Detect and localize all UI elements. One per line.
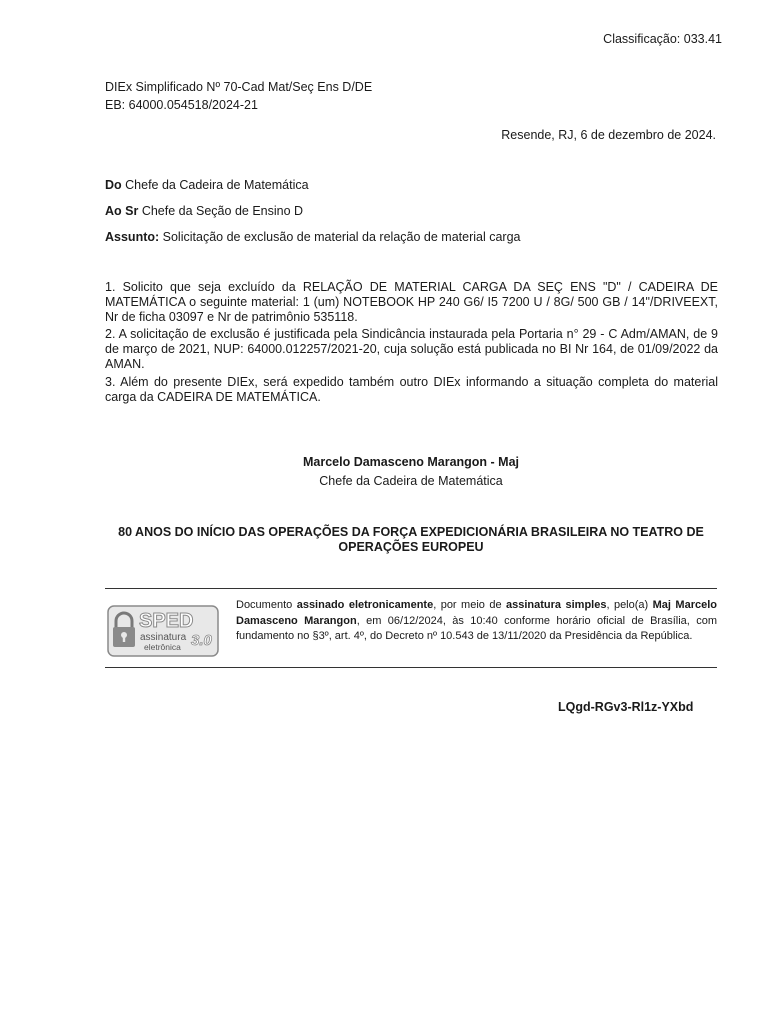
paragraph-1: 1. Solicito que seja excluído da RELAÇÃO DE MATERIAL CARGA DA SEÇ ENS "D" / CADEIRA DE MATEMÁTICA o seguinte material: 1 (um) NOTEBOOK HP 240 G6/ I5 7200 U / 8G/ 500 GB / 14"/DRIVEEXT, Nr de ficha 03097 e Nr de patrimônio 535118. <box>105 280 718 324</box>
to-line <box>105 204 303 218</box>
paragraph-3: 3. Além do presente DIEx, será expedido também outro DIEx informando a situação completa do material carga da CADEIRA DE MATEMÁTICA. <box>105 375 718 404</box>
sig-text-3: , por meio de <box>433 599 507 611</box>
from-label: Do <box>105 178 122 192</box>
signer-role: Chefe da Cadeira de Matemática <box>319 474 503 488</box>
sped-logo-version: 3.0 <box>191 632 212 649</box>
verification-code: LQgd-RGv3-Rl1z-YXbd <box>558 700 694 714</box>
sig-text-2: assinado eletronicamente <box>296 599 434 611</box>
signer-name: Marcelo Damasceno Marangon - Maj <box>302 455 520 469</box>
subject-line <box>105 230 520 244</box>
signature-statement <box>236 598 717 645</box>
to-label: Ao Sr <box>105 204 139 218</box>
sig-text-1: Documento <box>236 599 297 611</box>
from-value: Chefe da Cadeira de Matemática <box>121 178 309 192</box>
sig-text-4: assinatura simples <box>506 599 607 611</box>
sped-logo-text: SPED <box>139 610 194 632</box>
sig-text-5: , pelo(a) <box>606 599 653 611</box>
sped-logo <box>107 605 219 657</box>
classification: Classificação: 033.41 <box>603 32 722 46</box>
document-id: DIEx Simplificado Nº 70-Cad Mat/Seç Ens D/DE <box>105 80 373 94</box>
paragraph-2: 2. A solicitação de exclusão é justificada pela Sindicância instaurada pela Portaria n° 29 - C Adm/AMAN, de 9 de março de 2021, NUP: 64000.012257/2021-20, cuja solução está publicada no BI Nr 164, de 01/09/2022 da AMAN. <box>105 327 718 371</box>
sig-text-7: , em 06/12/2024, às 10:40 conforme horário oficial de Brasília, com fundamento no §3º, art. 4º, do Decreto nº 10.543 de 13/11/2020 da Presidência da República. <box>236 614 717 642</box>
sped-logo-sub1: assinatura <box>140 632 187 643</box>
from-line <box>105 178 309 192</box>
sped-logo-sub2: eletrônica <box>144 642 181 652</box>
divider-top <box>105 588 717 589</box>
subject-value: Solicitação de exclusão de material da relação de material carga <box>159 230 521 244</box>
sig-text-6: Maj Marcelo Damasceno Marangon <box>236 599 717 627</box>
eb-number: EB: 64000.054518/2024-21 <box>105 98 258 112</box>
place-date: Resende, RJ, 6 de dezembro de 2024. <box>501 128 716 142</box>
to-value: Chefe da Seção de Ensino D <box>138 204 304 218</box>
subject-label: Assunto: <box>105 230 160 244</box>
sped-logo-graphic <box>107 605 219 657</box>
divider-bottom <box>105 667 717 668</box>
motto: 80 ANOS DO INÍCIO DAS OPERAÇÕES DA FORÇA EXPEDICIONÁRIA BRASILEIRA NO TEATRO DE OPERAÇÕES EUROPEU <box>118 525 704 554</box>
